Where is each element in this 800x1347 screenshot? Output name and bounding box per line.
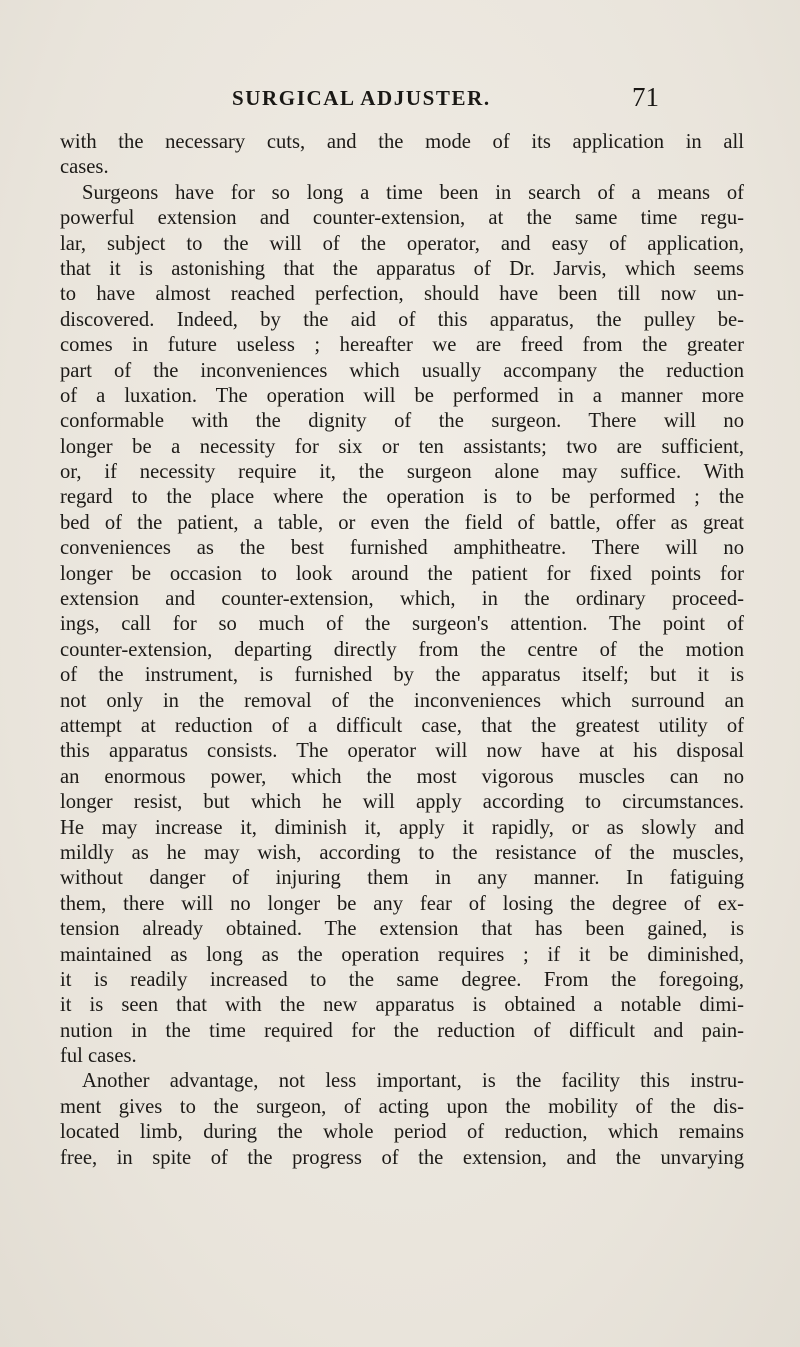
text-line: counter-extension, departing directly from the centre of the motion (60, 638, 744, 661)
text-line: discovered. Indeed, by the aid of this apparatus, the pulley be- (60, 308, 744, 331)
text-line: that it is astonishing that the apparatus of Dr. Jarvis, which seems (60, 257, 744, 280)
page-number: 71 (632, 82, 659, 112)
text-line: ment gives to the surgeon, of acting upon the mobility of the dis- (60, 1095, 744, 1118)
text-line: longer be occasion to look around the patient for fixed points for (60, 562, 744, 585)
text-line: regard to the place where the operation is to be performed ; the (60, 486, 744, 509)
text-line: nution in the time required for the reduction of difficult and pain- (60, 1019, 744, 1042)
text-line: conformable with the dignity of the surgeon. There will no (60, 410, 744, 433)
text-line: bed of the patient, a table, or even the field of battle, offer as great (60, 511, 744, 534)
text-line: them, there will no longer be any fear of losing the degree of ex- (60, 892, 744, 915)
text-line: Another advantage, not less important, is the facility this instru- (82, 1070, 744, 1093)
text-line: attempt at reduction of a difficult case, that the greatest utility of (60, 714, 744, 737)
text-line: or, if necessity require it, the surgeon alone may suffice. With (60, 461, 744, 484)
text-line: lar, subject to the will of the operator, and easy of application, (60, 232, 744, 255)
text-line: free, in spite of the progress of the extension, and the unvarying (60, 1146, 744, 1169)
text-line: located limb, during the whole period of reduction, which remains (60, 1121, 744, 1144)
text-line: longer resist, but which he will apply according to circumstances. (60, 791, 744, 814)
text-line: maintained as long as the operation requires ; if it be diminished, (60, 943, 744, 966)
text-line: this apparatus consists. The operator will now have at his disposal (60, 740, 744, 763)
text-line: to have almost reached perfection, should have been till now un- (60, 283, 744, 306)
text-line: ings, call for so much of the surgeon's attention. The point of (60, 613, 744, 636)
text-line: not only in the removal of the inconveniences which surround an (60, 689, 744, 712)
text-line: ful cases. (60, 1045, 137, 1068)
text-line: powerful extension and counter-extension, at the same time regu- (60, 207, 744, 230)
text-line: of the instrument, is furnished by the apparatus itself; but it is (60, 664, 744, 687)
text-line: an enormous power, which the most vigorous muscles can no (60, 765, 744, 788)
running-head (0, 82, 800, 116)
text-line: it is seen that with the new apparatus is obtained a notable dimi- (60, 994, 744, 1017)
text-line: longer be a necessity for six or ten assistants; two are sufficient, (60, 435, 744, 458)
body-text (60, 130, 744, 1171)
page-header-title: SURGICAL ADJUSTER. (232, 86, 491, 110)
text-line: extension and counter-extension, which, in the ordinary proceed- (60, 588, 744, 611)
text-line: cases. (60, 156, 109, 179)
text-line: tension already obtained. The extension that has been gained, is (60, 918, 744, 941)
text-line: part of the inconveniences which usually accompany the reduction (60, 359, 744, 382)
text-line: it is readily increased to the same degree. From the foregoing, (60, 968, 744, 991)
text-line: without danger of injuring them in any manner. In fatiguing (60, 867, 744, 890)
text-line: comes in future useless ; hereafter we are freed from the greater (60, 334, 744, 357)
text-line: conveniences as the best furnished amphitheatre. There will no (60, 537, 744, 560)
text-line: Surgeons have for so long a time been in search of a means of (82, 181, 744, 204)
text-line: of a luxation. The operation will be performed in a manner more (60, 384, 744, 407)
text-line: He may increase it, diminish it, apply it rapidly, or as slowly and (60, 816, 744, 839)
text-line: mildly as he may wish, according to the resistance of the muscles, (60, 841, 744, 864)
text-line: with the necessary cuts, and the mode of its application in all (60, 131, 744, 153)
